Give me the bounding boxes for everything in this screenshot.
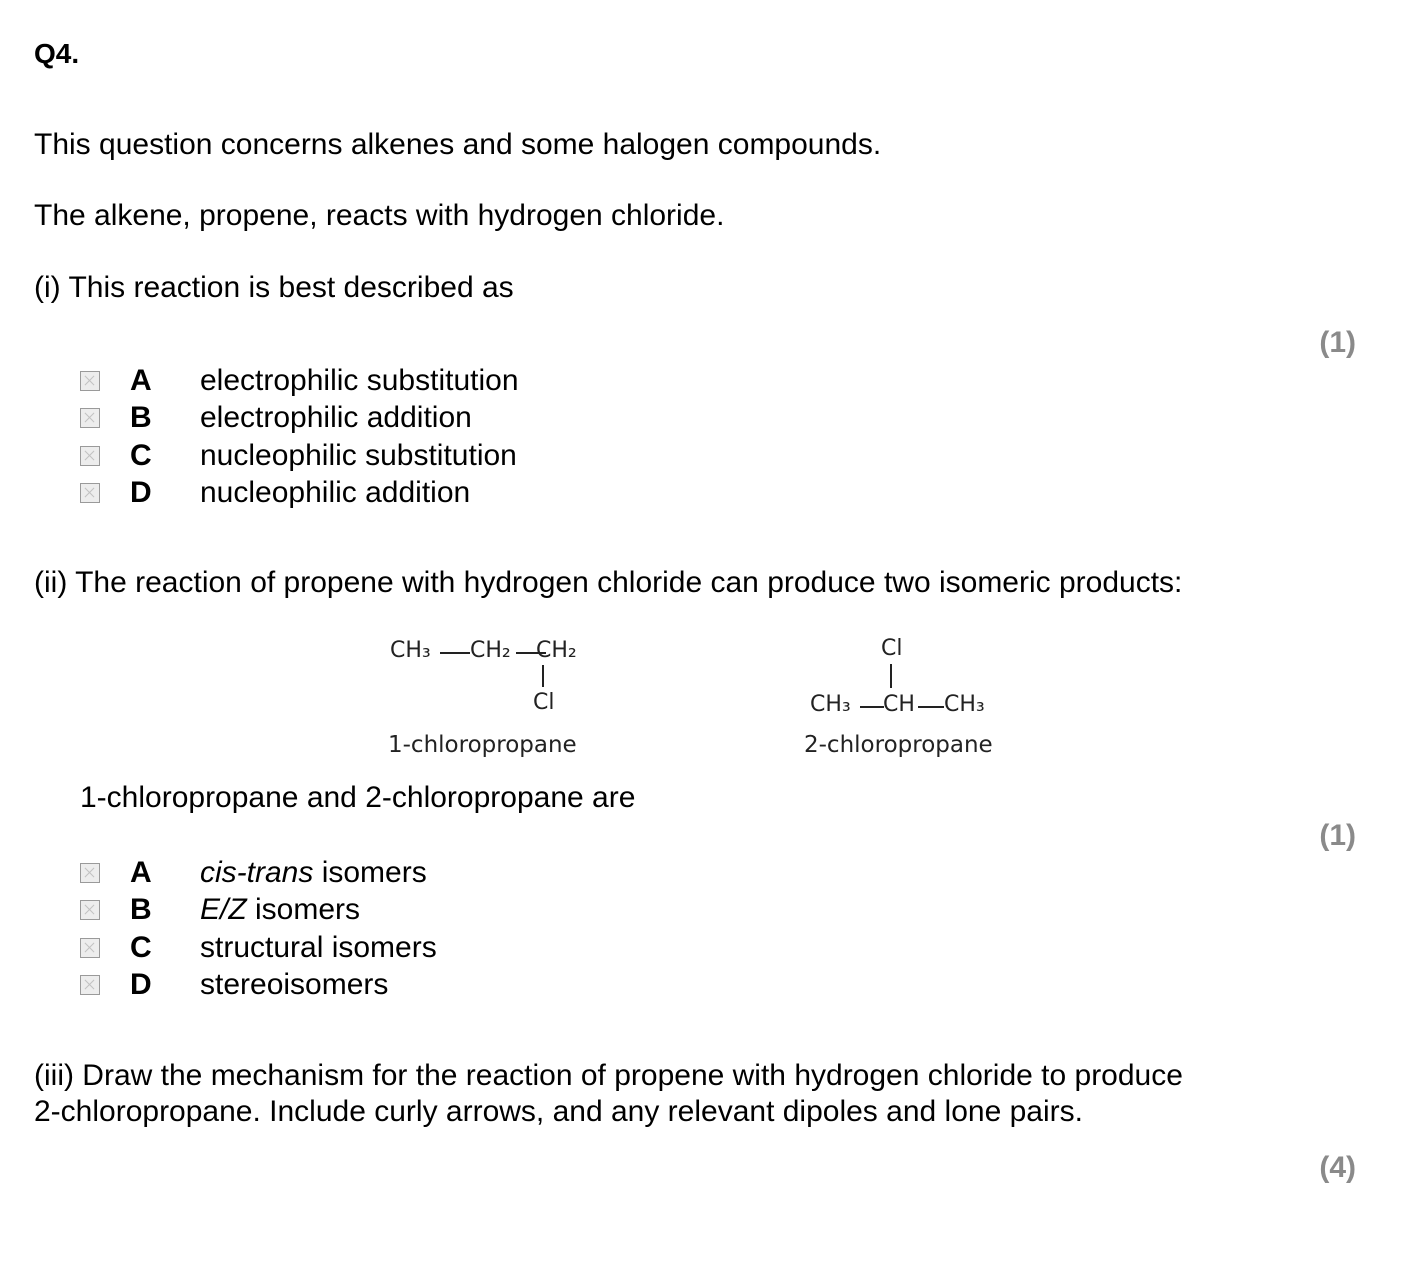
part-i-option-d[interactable] (80, 475, 519, 513)
bond (860, 706, 884, 708)
option-text: nucleophilic addition (200, 476, 471, 510)
option-text: electrophilic substitution (200, 363, 519, 397)
part-ii-stem: 1-chloropropane and 2-chloropropane are (80, 781, 636, 814)
option-letter: A (130, 363, 152, 397)
option-text (200, 893, 360, 927)
atom-cl: Cl (533, 690, 555, 715)
structure-1-chloropropane (388, 634, 628, 764)
structure-2-chloropropane (804, 634, 1044, 764)
part-ii-option-b[interactable] (80, 892, 437, 930)
part-iii-line-2: 2-chloropropane. Include curly arrows, and any relevant dipoles and lone pairs. (34, 1095, 1083, 1128)
option-italic: E/Z (200, 893, 247, 927)
option-letter: A (130, 855, 152, 889)
part-ii-options (80, 854, 437, 1004)
atom-ch3: CH₃ (810, 692, 851, 717)
checkbox-icon[interactable] (80, 408, 100, 428)
structure-name: 2-chloropropane (804, 732, 993, 758)
part-iii-marks: (4) (1319, 1151, 1356, 1184)
checkbox-icon[interactable] (80, 900, 100, 920)
option-text (200, 968, 388, 1002)
option-rest: structural isomers (200, 930, 437, 964)
option-text (200, 856, 427, 890)
structure-name: 1-chloropropane (388, 732, 577, 758)
option-text: nucleophilic substitution (200, 438, 517, 472)
option-letter: B (130, 401, 152, 435)
option-rest: stereoisomers (200, 968, 389, 1002)
atom-ch: CH (883, 692, 915, 717)
checkbox-icon[interactable] (80, 483, 100, 503)
checkbox-icon[interactable] (80, 975, 100, 995)
part-iii-prompt (34, 1058, 1334, 1130)
part-ii-option-a[interactable] (80, 854, 437, 892)
part-ii-option-d[interactable] (80, 967, 437, 1005)
part-i-option-a[interactable] (80, 362, 519, 400)
option-text (200, 931, 437, 965)
checkbox-icon[interactable] (80, 371, 100, 391)
option-letter: C (130, 930, 152, 964)
part-iii-line-1: (iii) Draw the mechanism for the reaction of propene with hydrogen chloride to produce (34, 1059, 1183, 1092)
part-i-prompt: (i) This reaction is best described as (34, 271, 514, 304)
option-letter: D (130, 968, 152, 1002)
question-intro: This question concerns alkenes and some halogen compounds. (34, 128, 882, 161)
atom-ch2: CH₂ (470, 638, 511, 663)
checkbox-icon[interactable] (80, 863, 100, 883)
part-ii-prompt: (ii) The reaction of propene with hydrogen chloride can produce two isomeric products: (34, 566, 1183, 599)
option-letter: B (130, 893, 152, 927)
checkbox-icon[interactable] (80, 938, 100, 958)
part-i-option-c[interactable] (80, 437, 519, 475)
atom-cl: Cl (881, 636, 903, 661)
atom-ch3: CH₃ (390, 638, 431, 663)
atom-ch3: CH₃ (944, 692, 985, 717)
checkbox-icon[interactable] (80, 446, 100, 466)
bond (918, 706, 944, 708)
option-rest: isomers (246, 893, 361, 927)
part-i-option-b[interactable] (80, 400, 519, 438)
question-number: Q4. (34, 38, 80, 69)
atom-ch2: CH₂ (536, 638, 577, 663)
option-letter: D (130, 476, 152, 510)
part-ii-option-c[interactable] (80, 929, 437, 967)
part-ii-marks: (1) (1319, 819, 1356, 852)
option-text: electrophilic addition (200, 401, 472, 435)
bond (440, 652, 470, 654)
part-i-marks: (1) (1319, 326, 1356, 359)
bond (542, 665, 544, 687)
option-letter: C (130, 438, 152, 472)
question-context: The alkene, propene, reacts with hydrogen chloride. (34, 199, 725, 232)
bond (890, 664, 892, 688)
part-i-options (80, 362, 519, 512)
option-rest: isomers (313, 855, 427, 889)
option-italic: cis-trans (200, 855, 314, 889)
